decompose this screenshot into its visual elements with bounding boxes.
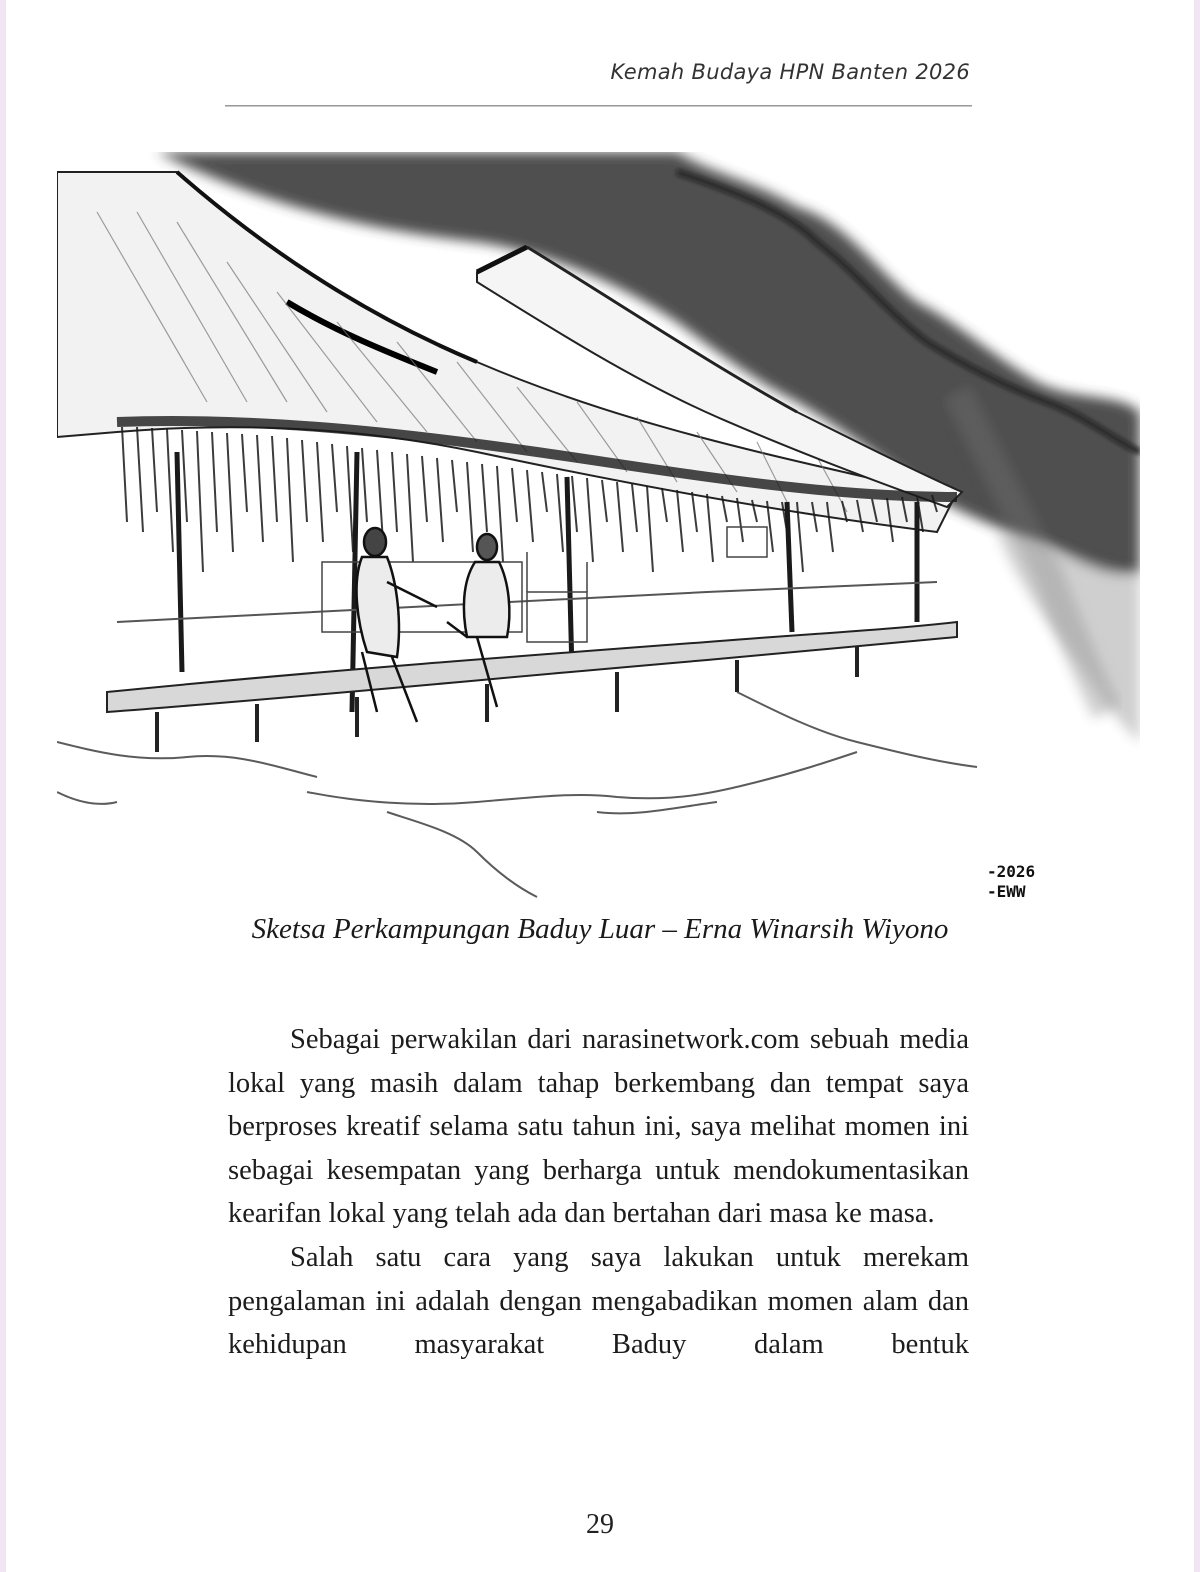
page-edge-right (1194, 0, 1200, 1572)
page-number: 29 (586, 1509, 614, 1540)
running-header: Kemah Budaya HPN Banten 2026 (610, 60, 970, 84)
signature-year: -2026 (987, 862, 1036, 881)
page-edge-left (0, 0, 6, 1572)
sketch-illustration (57, 152, 1140, 901)
header-divider (225, 105, 972, 107)
body-text (228, 1018, 969, 1367)
artist-signature (987, 862, 1035, 901)
paragraph: Salah satu cara yang saya lakukan untuk merekam pengalaman ini adalah dengan mengabadikan momen alam dan kehidupan masyarakat Baduy dalam bentuk (228, 1241, 969, 1361)
paragraph: Sebagai perwakilan dari narasinetwork.com sebuah media lokal yang masih dalam tahap berkembang dan tempat saya berproses kreatif selama satu tahun ini, saya melihat momen ini sebagai kesempatan yang berharga untuk mendokumentasikan kearifan lokal yang telah ada dan bertahan dari masa ke masa. (228, 1024, 969, 1230)
figure-caption: Sketsa Perkampungan Baduy Luar – Erna Winarsih Wiyono (251, 913, 949, 945)
signature-initials: -EWW (987, 882, 1026, 901)
porch-floor (107, 582, 957, 752)
ground-scribbles (57, 692, 977, 897)
